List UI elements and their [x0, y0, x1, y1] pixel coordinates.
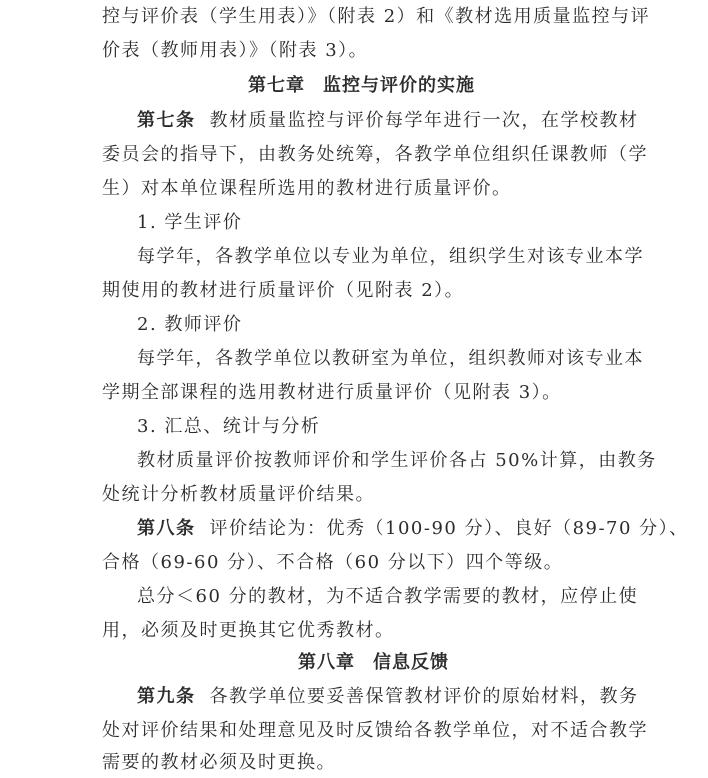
article-8-first-line [137, 518, 689, 540]
text-line: 处统计分析教材质量评价结果。 [102, 484, 375, 505]
list-item-summary: 3. 汇总、统计与分析 [137, 416, 321, 437]
article-9-text: 各教学单位要妥善保管教材评价的原始材料，教务 [209, 686, 639, 707]
text-line: 委员会的指导下，由教务处统筹，各教学单位组织任课教师（学 [102, 144, 648, 165]
text-line: 每学年，各教学单位以教研室为单位，组织教师对该专业本 [137, 348, 644, 369]
article-8-label: 第八条 [137, 518, 196, 539]
article-8-text: 评价结论为：优秀（100-90 分）、良好（89-70 分）、 [209, 518, 689, 539]
article-7-label: 第七条 [137, 110, 196, 131]
article-7-text: 教材质量监控与评价每学年进行一次，在学校教材 [209, 110, 639, 131]
chapter-7-heading [248, 75, 475, 97]
article-9-first-line [137, 686, 639, 708]
chapter-8-number: 第八章 [298, 652, 355, 673]
text-line: 用，必须及时更换其它优秀教材。 [102, 620, 395, 641]
list-item-teacher-eval: 2. 教师评价 [137, 314, 243, 335]
chapter-7-title: 监控与评价的实施 [323, 75, 475, 96]
chapter-8-title: 信息反馈 [373, 652, 449, 673]
chapter-8-heading [298, 652, 449, 674]
article-7-first-line [137, 110, 639, 132]
text-line: 学期全部课程的选用教材进行质量评价（见附表 3）。 [102, 382, 562, 403]
text-line: 合格（69-60 分）、不合格（60 分以下）四个等级。 [102, 552, 564, 573]
text-line: 需要的教材必须及时更换。 [102, 752, 336, 773]
text-line: 总分＜60 分的教材，为不适合教学需要的教材，应停止使 [137, 586, 639, 607]
text-line: 教材质量评价按教师评价和学生评价各占 50%计算，由教务 [137, 450, 657, 471]
list-item-student-eval: 1. 学生评价 [137, 212, 243, 233]
text-line: 每学年，各教学单位以专业为单位，组织学生对该专业本学 [137, 246, 644, 267]
article-9-label: 第九条 [137, 686, 196, 707]
text-line: 控与评价表（学生用表）》（附表 2）和《教材选用质量监控与评 [102, 6, 651, 27]
text-line: 期使用的教材进行质量评价（见附表 2）。 [102, 280, 465, 301]
text-line: 生）对本单位课程所选用的教材进行质量评价。 [102, 178, 512, 199]
text-line: 价表（教师用表）》（附表 3）。 [102, 40, 369, 61]
text-line: 处对评价结果和处理意见及时反馈给各教学单位，对不适合教学 [102, 720, 648, 741]
chapter-7-number: 第七章 [248, 75, 305, 96]
